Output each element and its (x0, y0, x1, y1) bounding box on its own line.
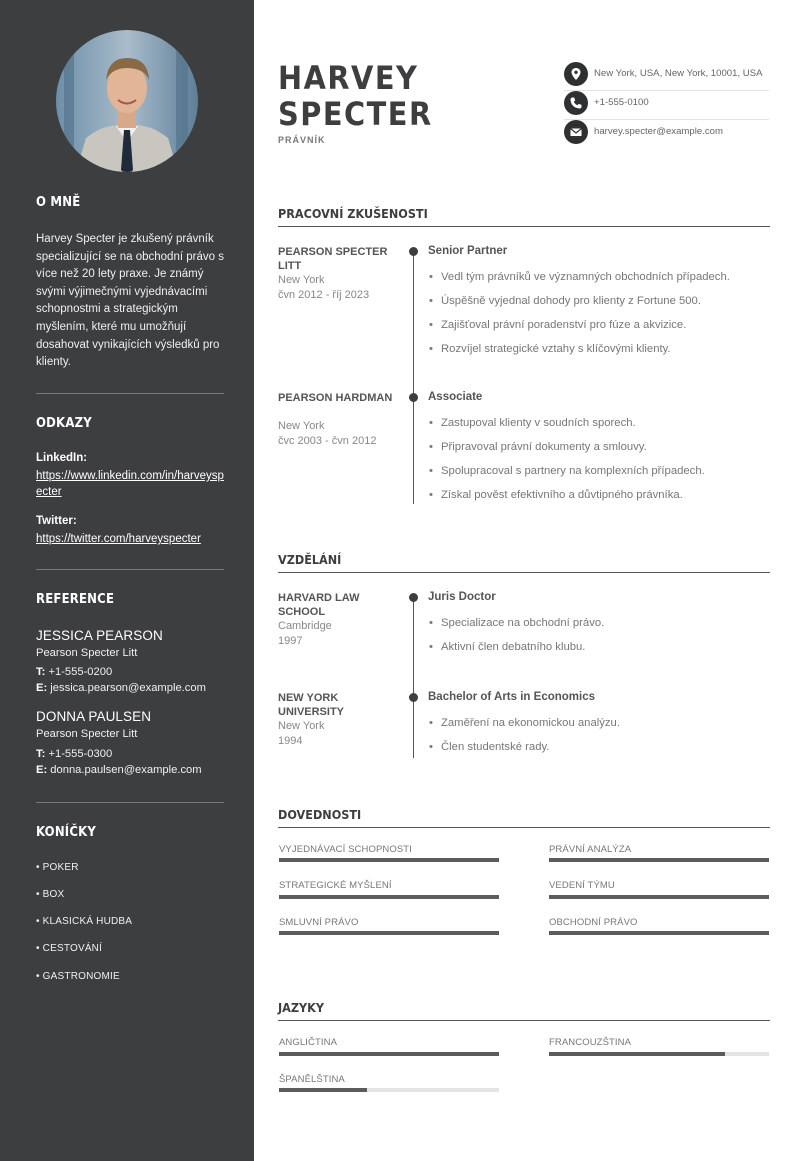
skill-bar (549, 931, 769, 935)
job-bullet: • Připravoval právní dokumenty a smlouvy. (429, 441, 647, 453)
job-bullet: • Úspěšně vyjednal dohody pro klienty z Fortune 500. (429, 295, 701, 307)
reference-company: Pearson Specter Litt (36, 647, 138, 659)
reference-name: JESSICA PEARSON (36, 628, 163, 643)
degree: Bachelor of Arts in Economics (428, 691, 595, 703)
timeline-line (413, 252, 414, 504)
reference-name: DONNA PAULSEN (36, 709, 152, 724)
school-location: Cambridge (278, 620, 332, 632)
language-name: ANGLIČTINA (279, 1037, 338, 1048)
education-heading: VZDĚLÁNÍ (278, 552, 770, 573)
skills-heading: DOVEDNOSTI (278, 807, 770, 828)
phone-text: +1-555-0100 (594, 97, 649, 108)
reference-phone: T: +1-555-0200 (36, 666, 113, 678)
hobby-item: • POKER (36, 862, 79, 873)
education-bullet: • Aktivní člen debatního klubu. (429, 641, 585, 653)
graduation-year: 1997 (278, 635, 303, 647)
skill-bar (279, 895, 499, 899)
skill-name: OBCHODNÍ PRÁVO (549, 917, 638, 928)
skill-bar (549, 895, 769, 899)
job-bullet: • Zajišťoval právní poradenství pro fúze a akvizice. (429, 319, 686, 331)
linkedin-link[interactable]: https://www.linkedin.com/in/harveyspecter (36, 470, 224, 498)
experience-heading: PRACOVNÍ ZKUŠENOSTI (278, 206, 770, 227)
education-bullet: • Specializace na obchodní právo. (429, 617, 604, 629)
linkedin-label: LinkedIn: (36, 452, 88, 464)
language-bar (279, 1052, 499, 1056)
envelope-icon (564, 120, 588, 144)
links-heading: ODKAZY (36, 416, 92, 431)
divider (36, 802, 224, 803)
language-name: FRANCOUZŠTINA (549, 1037, 632, 1048)
divider (36, 569, 224, 570)
hobby-item: • BOX (36, 889, 65, 900)
job-bullet: • Spolupracoval s partnery na komplexních případech. (429, 465, 705, 477)
employment-dates: čvn 2012 - říj 2023 (278, 289, 370, 301)
last-name: SPECTER (278, 95, 433, 133)
phone-icon (564, 91, 588, 115)
education-bullet: • Člen studentské rady. (429, 741, 549, 753)
job-title: PRÁVNÍK (278, 135, 326, 145)
employer-location: New York (278, 420, 325, 432)
employer-location: New York (278, 274, 325, 286)
degree: Juris Doctor (428, 591, 496, 603)
twitter-link[interactable]: https://twitter.com/harveyspecter (36, 533, 201, 545)
graduation-year: 1994 (278, 735, 303, 747)
about-text: Harvey Specter je zkušený právník specializující se na obchodní právo s více než 20 lety praxe. Je známý svými výjimečnými vyjednávacími schopnostmi a strategickým myšlením, které mu umožňují dosahovat vynikajících výsledků pro klienty. (36, 233, 224, 369)
skill-bar (549, 858, 769, 862)
languages-heading: JAZYKY (278, 1000, 770, 1021)
timeline-dot (409, 247, 418, 256)
first-name: HARVEY (278, 59, 419, 97)
employment-dates: čvc 2003 - čvn 2012 (278, 435, 377, 447)
reference-phone: T: +1-555-0300 (36, 748, 113, 760)
language-name: ŠPANĚLŠTINA (279, 1074, 345, 1085)
address-text: New York, USA, New York, 10001, USA (594, 68, 763, 79)
skill-name: VYJEDNÁVACÍ SCHOPNOSTI (279, 844, 412, 855)
school-name: NEW YORK UNIVERSITY (278, 692, 345, 718)
school-location: New York (278, 720, 325, 732)
contact-address (564, 62, 769, 91)
timeline-line (413, 598, 414, 758)
school-name: HARVARD LAW SCHOOL (278, 592, 360, 618)
hobbies-heading: KONÍČKY (36, 825, 97, 840)
job-bullet: • Rozvíjel strategické vztahy s klíčovými klienty. (429, 343, 671, 355)
skill-name: PRÁVNÍ ANALÝZA (549, 844, 632, 855)
hobby-item: • CESTOVÁNÍ (36, 943, 103, 954)
education-bullet: • Zaměření na ekonomickou analýzu. (429, 717, 620, 729)
hobby-item: • GASTRONOMIE (36, 971, 120, 982)
timeline-dot (409, 593, 418, 602)
job-role: Associate (428, 391, 483, 403)
skill-name: SMLUVNÍ PRÁVO (279, 917, 359, 928)
divider (36, 393, 224, 394)
contact-email (564, 120, 769, 149)
language-bar (549, 1052, 769, 1056)
reference-email: E: donna.paulsen@example.com (36, 764, 202, 776)
employer-name: PEARSON SPECTER LITT (278, 246, 388, 272)
references-heading: REFERENCE (36, 592, 115, 607)
timeline-dot (409, 393, 418, 402)
language-bar (279, 1088, 499, 1092)
skill-bar (279, 858, 499, 862)
email-text[interactable]: harvey.specter@example.com (594, 126, 723, 137)
employer-name: PEARSON HARDMAN (278, 392, 393, 404)
about-heading: O MNĚ (36, 195, 81, 210)
job-bullet: • Zastupoval klienty v soudních sporech. (429, 417, 636, 429)
reference-email: E: jessica.pearson@example.com (36, 682, 206, 694)
contact-phone (564, 91, 769, 120)
job-role: Senior Partner (428, 245, 508, 257)
job-bullet: • Vedl tým právníků ve významných obchodních případech. (429, 271, 730, 283)
reference-company: Pearson Specter Litt (36, 728, 138, 740)
twitter-label: Twitter: (36, 515, 77, 527)
skill-name: VEDENÍ TÝMU (549, 880, 615, 891)
skill-bar (279, 931, 499, 935)
sidebar (0, 0, 254, 1161)
profile-photo (56, 30, 198, 172)
skill-name: STRATEGICKÉ MYŠLENÍ (279, 880, 392, 891)
hobby-item: • KLASICKÁ HUDBA (36, 916, 133, 927)
job-bullet: • Získal pověst efektivního a důvtipného právníka. (429, 489, 683, 501)
timeline-dot (409, 693, 418, 702)
location-pin-icon (564, 62, 588, 86)
